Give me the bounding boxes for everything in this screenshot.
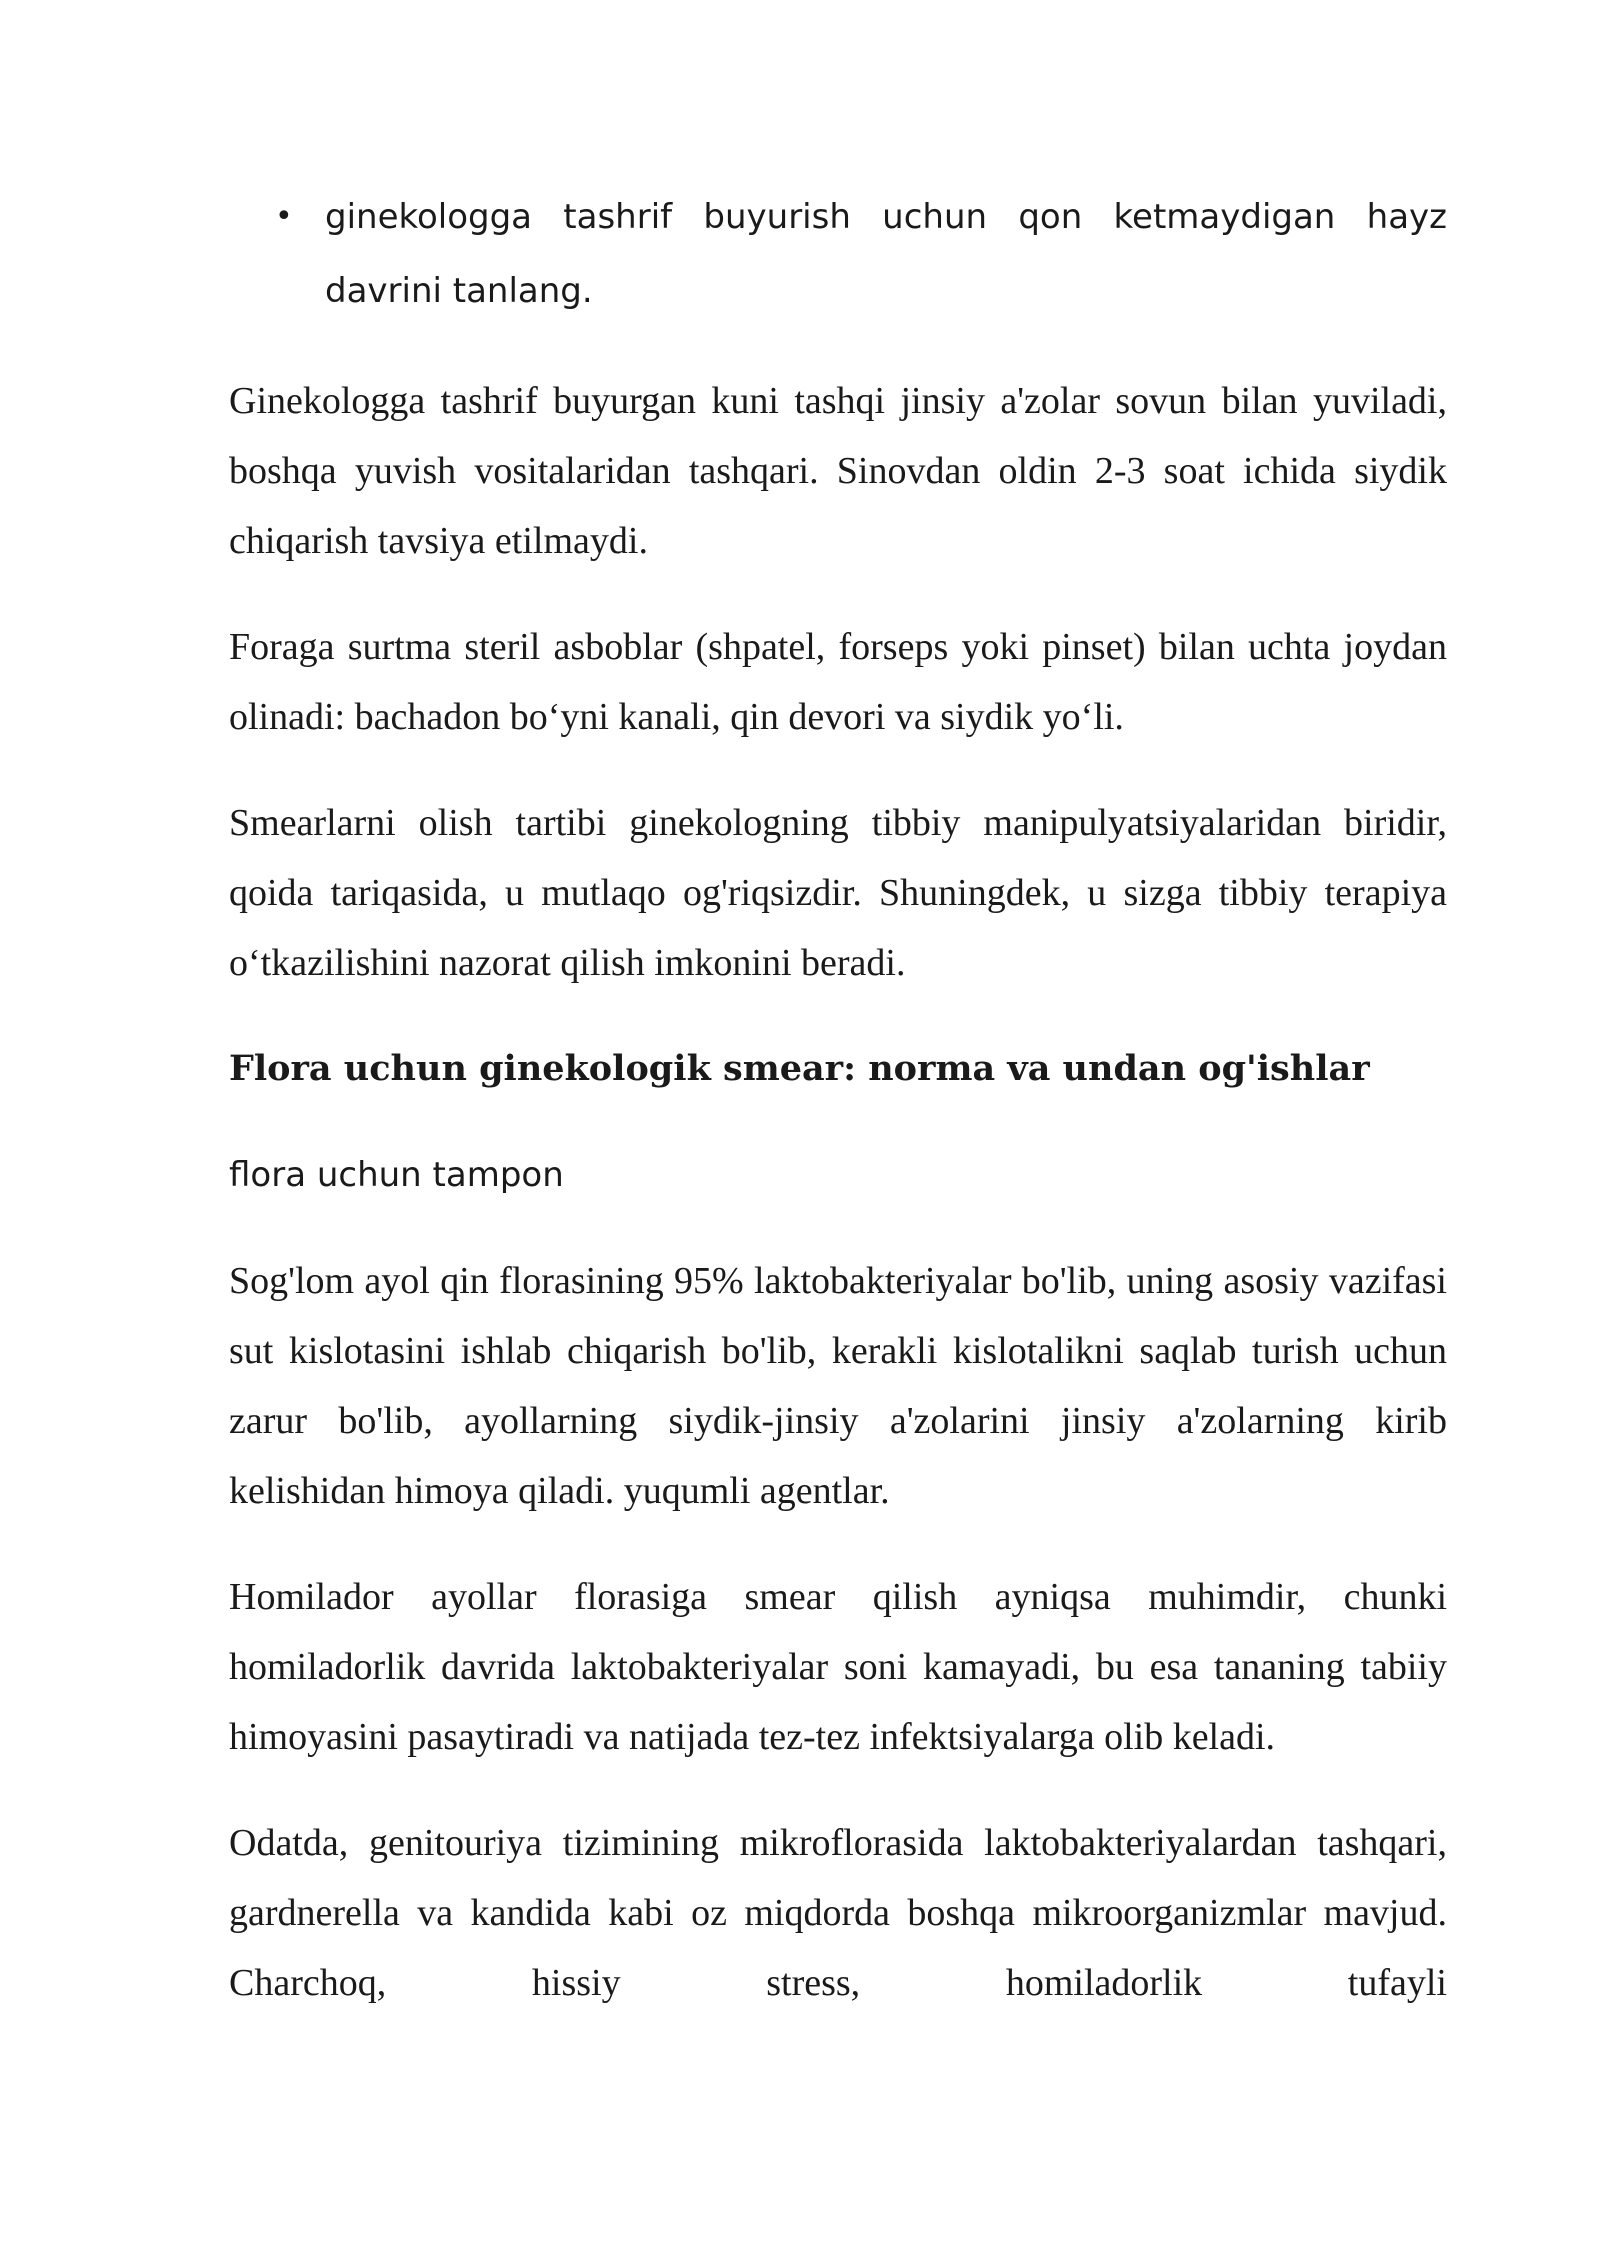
image-caption: flora uchun tampon	[229, 1155, 564, 1195]
bullet-list	[229, 180, 1447, 328]
bullet-icon: •	[275, 199, 293, 234]
paragraph-flora-norm: Sog'lom ayol qin florasining 95% laktobakteriyalar bo'lib, uning asosiy vazifasi sut kislotasini ishlab chiqarish bo'lib, kerakli kislotalikni saqlab turish uchun zarur bo'lib, ayollarning siydik-jinsiy a'zolarini jinsiy a'zolarning kirib kelishidan himoya qiladi. yuqumli agentlar.	[229, 1260, 1447, 1512]
paragraph-procedure: Smearlarni olish tartibi ginekologning tibbiy manipulyatsiyalaridan biridir, qoida tariqasida, u mutlaqo og'riqsizdir. Shuningdek, u sizga tibbiy terapiya o‘tkazilishini nazorat qilish imkonini beradi.	[229, 802, 1447, 984]
paragraph-microflora: Odatda, genitouriya tizimining mikroflorasida laktobakteriyalardan tashqari, gardnerella va kandida kabi oz miqdorda boshqa mikroorganizmlar mavjud. Charchoq, hissiy stress, homiladorlik tufayli	[229, 1822, 1447, 2004]
paragraph-preparation: Ginekologga tashrif buyurgan kuni tashqi jinsiy a'zolar sovun bilan yuviladi, boshqa yuvish vositalaridan tashqari. Sinovdan oldin 2-3 soat ichida siydik chiqarish tavsiya etilmaydi.	[229, 380, 1447, 562]
list-item-text: ginekologga tashrif buyurish uchun qon ketmaydigan hayz davrini tanlang.	[325, 197, 1447, 311]
section-heading: Flora uchun ginekologik smear: norma va undan og'ishlar	[229, 1048, 1370, 1089]
document-body	[229, 180, 1447, 2018]
paragraph-pregnancy: Homilador ayollar florasiga smear qilish ayniqsa muhimdir, chunki homiladorlik davrida laktobakteriyalar soni kamayadi, bu esa tananing tabiiy himoyasini pasaytiradi va natijada tez-tez infektsiyalarga olib keladi.	[229, 1576, 1447, 1758]
list-item	[229, 180, 1447, 328]
paragraph-sampling: Foraga surtma steril asboblar (shpatel, forseps yoki pinset) bilan uchta joydan olinadi: bachadon bo‘yni kanali, qin devori va siydik yo‘li.	[229, 626, 1447, 738]
